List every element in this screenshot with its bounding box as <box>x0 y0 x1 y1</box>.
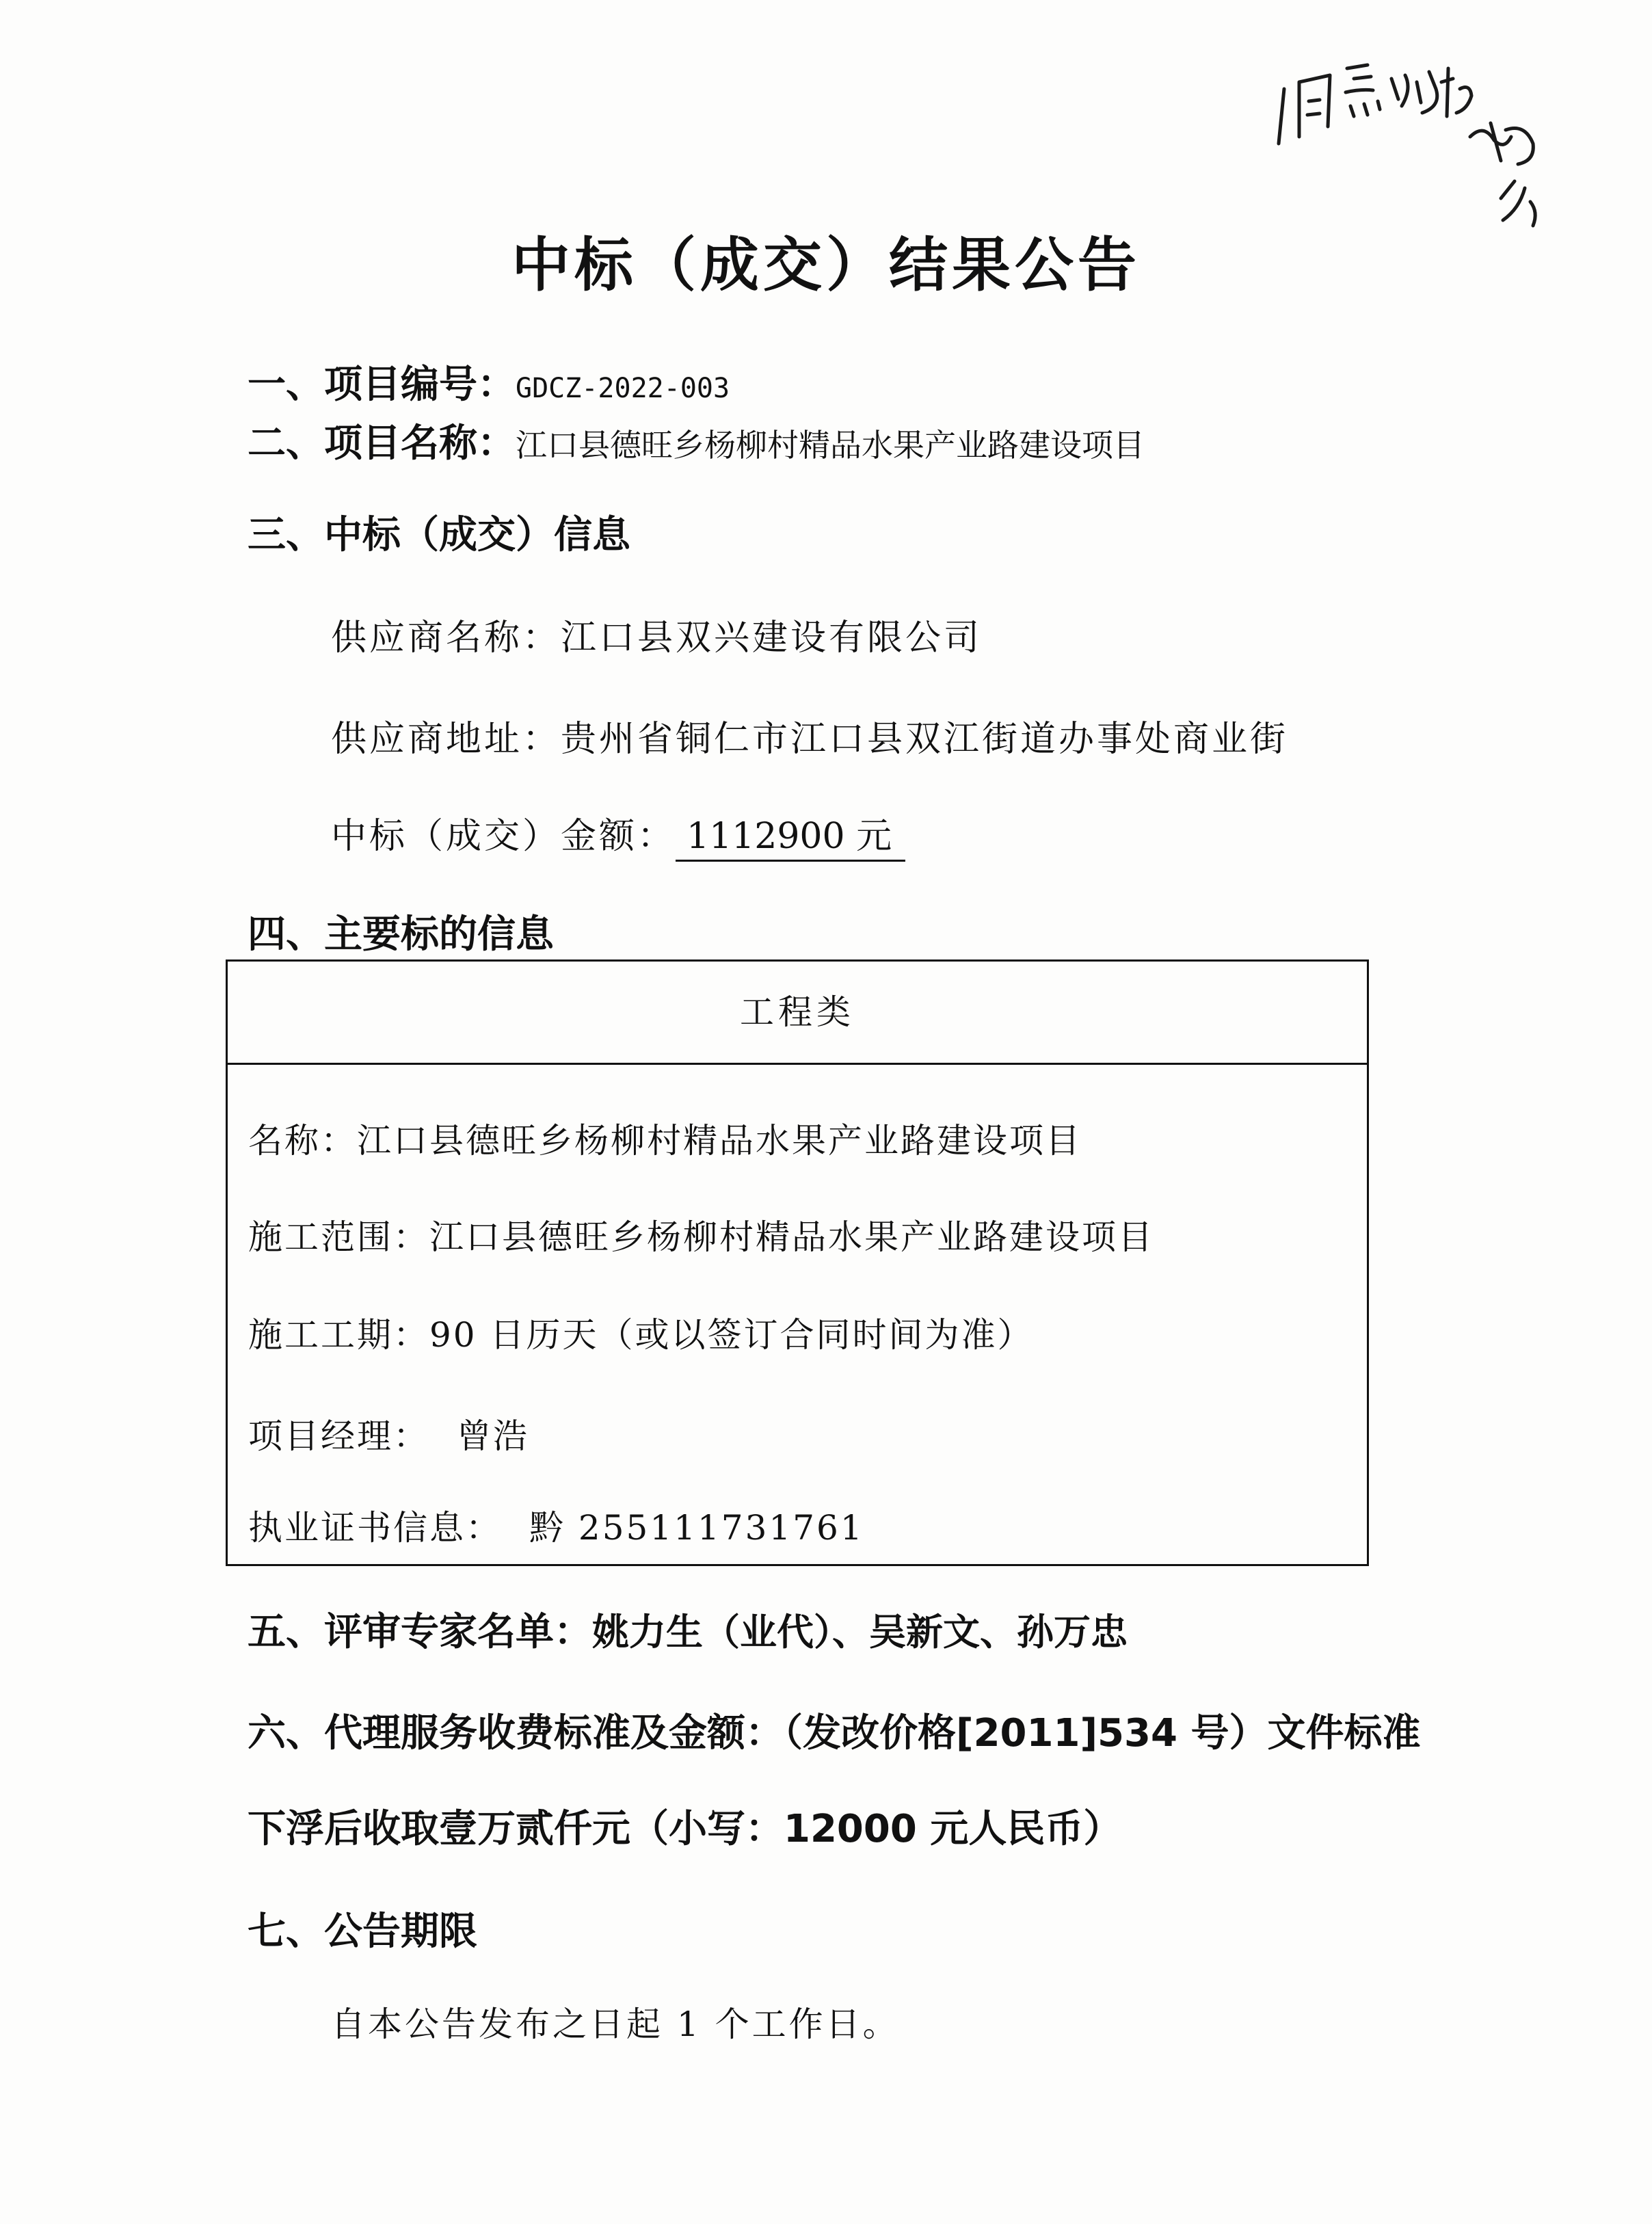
supplier-name-value: 江口县双兴建设有限公司 <box>561 618 983 659</box>
project-number-value: GDCZ-2022-003 <box>516 373 730 404</box>
project-name-value: 江口县德旺乡杨柳村精品水果产业路建设项目 <box>516 427 1145 464</box>
project-number-label: 一、项目编号： <box>248 362 516 407</box>
project-number-line <box>248 354 730 409</box>
award-amount-line <box>331 807 905 862</box>
row-value: 江口县德旺乡杨柳村精品水果产业路建设项目 <box>357 1121 1082 1161</box>
table-row <box>248 1500 864 1550</box>
table-row <box>248 1308 1034 1357</box>
project-name-line <box>248 413 1145 468</box>
supplier-address-line <box>331 710 1288 761</box>
agency-fee-line-1: 六、代理服务收费标准及金额：（发改价格[2011]534 号）文件标准 <box>248 1711 1421 1756</box>
review-experts-line <box>248 1602 1128 1656</box>
page-title: 中标（成交）结果公告 <box>511 231 1141 300</box>
table-row <box>248 1113 1082 1163</box>
row-value: 曾浩 <box>457 1416 529 1456</box>
row-label: 施工范围： <box>248 1217 429 1257</box>
row-label: 执业证书信息： <box>248 1508 502 1548</box>
award-amount-label: 中标（成交）金额： <box>331 816 676 857</box>
table-row <box>248 1210 1154 1259</box>
review-experts-value: 姚力生（业代）、吴新文、孙万忠 <box>592 1611 1128 1654</box>
notice-period-text: 自本公告发布之日起 1 个工作日。 <box>331 2004 900 2044</box>
row-value: 90 日历天（或以签订合同时间为准） <box>429 1315 1034 1355</box>
row-label: 名称： <box>248 1121 357 1161</box>
supplier-address-value: 贵州省铜仁市江口县双江街道办事处商业街 <box>561 719 1289 760</box>
row-value: 江口县德旺乡杨柳村精品水果产业路建设项目 <box>429 1217 1154 1257</box>
table-header: 工程类 <box>228 962 1367 1065</box>
project-name-label: 二、项目名称： <box>248 421 516 466</box>
notice-period-heading: 七、公告期限 <box>248 1909 477 1954</box>
table-row <box>248 1409 529 1458</box>
signature-drawing <box>1265 41 1552 246</box>
row-label: 施工工期： <box>248 1315 429 1355</box>
supplier-name-line <box>331 609 982 660</box>
award-info-heading: 三、中标（成交）信息 <box>248 513 630 557</box>
agency-fee-line-2: 下浮后收取壹万贰仟元（小写：12000 元人民币） <box>248 1807 1122 1851</box>
subject-info-table <box>226 959 1369 1566</box>
main-subject-heading: 四、主要标的信息 <box>248 912 554 957</box>
row-value: 黔 255111731761 <box>529 1508 864 1548</box>
handwritten-approval-signature <box>1265 41 1552 246</box>
award-amount-value: 1112900 元 <box>676 807 905 862</box>
supplier-address-label: 供应商地址： <box>331 719 561 760</box>
review-experts-label: 五、评审专家名单： <box>248 1610 592 1654</box>
row-label: 项目经理： <box>248 1416 429 1456</box>
supplier-name-label: 供应商名称： <box>331 618 561 659</box>
